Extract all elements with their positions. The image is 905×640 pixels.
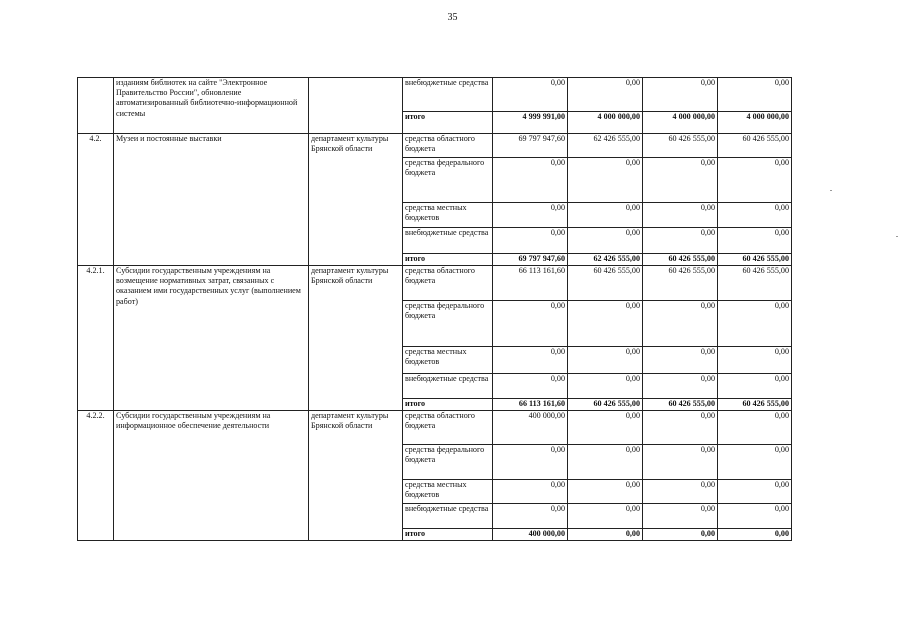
budget-table bbox=[77, 77, 792, 541]
amount-cell: 0,00 bbox=[718, 78, 792, 112]
amount-cell: 0,00 bbox=[718, 504, 792, 529]
item-number-cell: 4.2. bbox=[78, 134, 114, 266]
funding-source-cell: итого bbox=[403, 254, 493, 266]
amount-cell: 0,00 bbox=[718, 228, 792, 254]
amount-cell: 60 426 555,00 bbox=[568, 266, 643, 301]
amount-cell: 0,00 bbox=[643, 228, 718, 254]
table-row bbox=[78, 411, 792, 445]
amount-cell: 0,00 bbox=[718, 347, 792, 374]
funding-source-cell: средства федерального бюджета bbox=[403, 301, 493, 347]
item-department-cell: департамент культуры Брянской области bbox=[309, 134, 403, 266]
amount-cell: 60 426 555,00 bbox=[643, 399, 718, 411]
amount-cell: 60 426 555,00 bbox=[643, 134, 718, 158]
amount-cell: 0,00 bbox=[493, 203, 568, 228]
amount-cell: 0,00 bbox=[568, 228, 643, 254]
funding-source-cell: средства областного бюджета bbox=[403, 411, 493, 445]
amount-cell: 0,00 bbox=[568, 374, 643, 399]
item-name-cell: Субсидии государственным учреждениям на возмещение нормативных затрат, связанных с оказанием ими государственных услуг (выполнением работ) bbox=[114, 266, 309, 411]
amount-cell: 0,00 bbox=[568, 158, 643, 203]
amount-cell: 60 426 555,00 bbox=[568, 399, 643, 411]
amount-cell: 0,00 bbox=[718, 301, 792, 347]
amount-cell: 0,00 bbox=[643, 158, 718, 203]
amount-cell: 60 426 555,00 bbox=[718, 254, 792, 266]
amount-cell: 0,00 bbox=[568, 529, 643, 541]
amount-cell: 0,00 bbox=[643, 411, 718, 445]
amount-cell: 0,00 bbox=[493, 347, 568, 374]
amount-cell: 60 426 555,00 bbox=[718, 266, 792, 301]
amount-cell: 0,00 bbox=[568, 504, 643, 529]
funding-source-cell: внебюджетные средства bbox=[403, 374, 493, 399]
amount-cell: 4 000 000,00 bbox=[568, 112, 643, 134]
scan-mark bbox=[896, 236, 898, 237]
scan-mark bbox=[830, 190, 832, 191]
funding-source-cell: средства федерального бюджета bbox=[403, 158, 493, 203]
funding-source-cell: внебюджетные средства bbox=[403, 78, 493, 112]
amount-cell: 0,00 bbox=[643, 203, 718, 228]
amount-cell: 0,00 bbox=[493, 158, 568, 203]
amount-cell: 0,00 bbox=[493, 78, 568, 112]
amount-cell: 0,00 bbox=[493, 504, 568, 529]
amount-cell: 0,00 bbox=[643, 480, 718, 504]
item-name-cell: изданиям библиотек на сайте "Электронное Правительство России", обновление автоматизированный библиотечно-информационной системы bbox=[114, 78, 309, 134]
amount-cell: 0,00 bbox=[568, 347, 643, 374]
table-row bbox=[78, 134, 792, 158]
amount-cell: 0,00 bbox=[718, 445, 792, 480]
amount-cell: 0,00 bbox=[718, 374, 792, 399]
amount-cell: 0,00 bbox=[568, 301, 643, 347]
funding-source-cell: средства местных бюджетов bbox=[403, 480, 493, 504]
table-row bbox=[78, 78, 792, 112]
amount-cell: 0,00 bbox=[568, 203, 643, 228]
amount-cell: 0,00 bbox=[568, 411, 643, 445]
item-number-cell bbox=[78, 78, 114, 134]
amount-cell: 4 999 991,00 bbox=[493, 112, 568, 134]
item-number-cell: 4.2.2. bbox=[78, 411, 114, 541]
amount-cell: 60 426 555,00 bbox=[718, 134, 792, 158]
item-department-cell: департамент культуры Брянской области bbox=[309, 266, 403, 411]
funding-source-cell: средства федерального бюджета bbox=[403, 445, 493, 480]
amount-cell: 62 426 555,00 bbox=[568, 134, 643, 158]
page-number: 35 bbox=[447, 12, 458, 23]
funding-source-cell: итого bbox=[403, 112, 493, 134]
funding-source-cell: средства областного бюджета bbox=[403, 266, 493, 301]
item-number-cell: 4.2.1. bbox=[78, 266, 114, 411]
amount-cell: 69 797 947,60 bbox=[493, 254, 568, 266]
amount-cell: 0,00 bbox=[493, 374, 568, 399]
item-department-cell bbox=[309, 78, 403, 134]
amount-cell: 4 000 000,00 bbox=[643, 112, 718, 134]
amount-cell: 0,00 bbox=[718, 203, 792, 228]
amount-cell: 60 426 555,00 bbox=[718, 399, 792, 411]
amount-cell: 69 797 947,60 bbox=[493, 134, 568, 158]
item-name-cell: Субсидии государственным учреждениям на информационное обеспечение деятельности bbox=[114, 411, 309, 541]
funding-source-cell: внебюджетные средства bbox=[403, 504, 493, 529]
funding-source-cell: средства областного бюджета bbox=[403, 134, 493, 158]
funding-source-cell: внебюджетные средства bbox=[403, 228, 493, 254]
amount-cell: 4 000 000,00 bbox=[718, 112, 792, 134]
amount-cell: 0,00 bbox=[643, 445, 718, 480]
item-department-cell: департамент культуры Брянской области bbox=[309, 411, 403, 541]
amount-cell: 400 000,00 bbox=[493, 411, 568, 445]
amount-cell: 0,00 bbox=[493, 480, 568, 504]
amount-cell: 0,00 bbox=[718, 411, 792, 445]
amount-cell: 400 000,00 bbox=[493, 529, 568, 541]
table-row bbox=[78, 266, 792, 301]
amount-cell: 0,00 bbox=[568, 78, 643, 112]
amount-cell: 0,00 bbox=[718, 480, 792, 504]
amount-cell: 0,00 bbox=[568, 480, 643, 504]
amount-cell: 66 113 161,60 bbox=[493, 266, 568, 301]
funding-source-cell: средства местных бюджетов bbox=[403, 203, 493, 228]
amount-cell: 0,00 bbox=[643, 78, 718, 112]
amount-cell: 0,00 bbox=[643, 301, 718, 347]
amount-cell: 62 426 555,00 bbox=[568, 254, 643, 266]
amount-cell: 0,00 bbox=[493, 445, 568, 480]
item-name-cell: Музеи и постоянные выставки bbox=[114, 134, 309, 266]
amount-cell: 60 426 555,00 bbox=[643, 266, 718, 301]
funding-source-cell: итого bbox=[403, 399, 493, 411]
amount-cell: 66 113 161,60 bbox=[493, 399, 568, 411]
amount-cell: 0,00 bbox=[568, 445, 643, 480]
amount-cell: 0,00 bbox=[718, 158, 792, 203]
amount-cell: 0,00 bbox=[643, 374, 718, 399]
funding-source-cell: итого bbox=[403, 529, 493, 541]
amount-cell: 0,00 bbox=[643, 347, 718, 374]
amount-cell: 0,00 bbox=[493, 228, 568, 254]
amount-cell: 0,00 bbox=[493, 301, 568, 347]
funding-source-cell: средства местных бюджетов bbox=[403, 347, 493, 374]
amount-cell: 0,00 bbox=[643, 504, 718, 529]
amount-cell: 0,00 bbox=[718, 529, 792, 541]
amount-cell: 60 426 555,00 bbox=[643, 254, 718, 266]
amount-cell: 0,00 bbox=[643, 529, 718, 541]
